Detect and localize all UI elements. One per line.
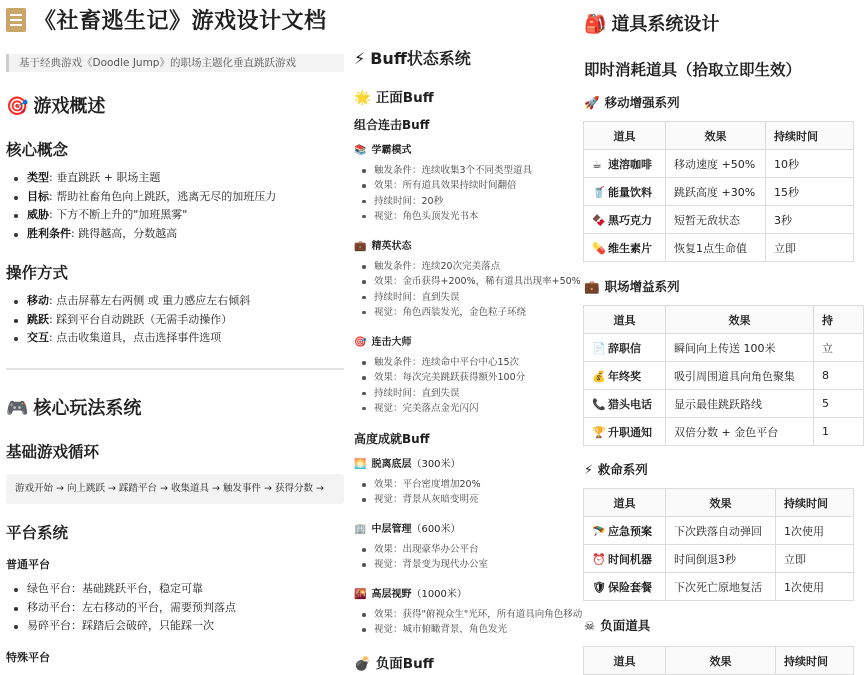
item-name: 应急预案 <box>608 524 652 538</box>
table-row <box>584 362 864 390</box>
item-name-cell <box>584 418 666 446</box>
combo-list <box>354 355 525 416</box>
item-text: : 垂直跳跃 + 职场主题 <box>49 171 161 184</box>
item-name: 速溶咖啡 <box>608 157 652 171</box>
section-overview-heading <box>6 92 105 118</box>
list-item: 视觉：背景从灰暗变明亮 <box>354 492 481 507</box>
table-row <box>584 573 854 601</box>
item-name-cell <box>584 362 666 390</box>
sunrise-icon: 🌅 <box>354 459 367 470</box>
subtitle-quote: 基于经典游戏《Doodle Jump》的职场主题化垂直跳跃游戏 <box>6 54 344 72</box>
target-icon: 🎯 <box>6 96 29 117</box>
skull-icon: ☠ <box>584 618 596 633</box>
table-row <box>584 150 854 178</box>
table-row <box>584 390 864 418</box>
table-header-row <box>584 306 864 334</box>
item-effect: 跳跃高度 +30% <box>666 178 766 206</box>
height-extra: （300米） <box>411 459 461 470</box>
item-name: 升职通知 <box>608 425 652 439</box>
negative-items-table <box>583 646 854 675</box>
divider <box>6 368 344 370</box>
rescue-series-text: 救命系列 <box>597 462 648 477</box>
height-heading <box>354 520 461 535</box>
list-item <box>6 329 250 348</box>
section-buff-text: Buff状态系统 <box>370 49 471 68</box>
section-items-heading <box>584 10 719 36</box>
item-effect: 恢复1点生命值 <box>666 234 766 262</box>
negative-items-heading <box>584 616 650 634</box>
move-series-text: 移动增强系列 <box>604 95 680 110</box>
item-name: 猎头电话 <box>608 397 652 411</box>
item-text: : 下方不断上升的"加班黑雾" <box>49 208 188 221</box>
item-effect: 移动速度 +50% <box>666 150 766 178</box>
item-effect: 瞬间向上传送 100米 <box>666 334 814 362</box>
height-name: 脱离底层 <box>371 459 412 470</box>
shield-icon: 🛡 <box>592 580 606 594</box>
list-item: 视觉：角色西装发光，金色粒子环绕 <box>354 305 581 320</box>
height-name: 高层视野 <box>371 589 412 600</box>
list-item <box>6 206 276 225</box>
item-name-cell <box>584 206 666 234</box>
height-name: 中层管理 <box>371 524 412 535</box>
column-header: 持续时间 <box>776 489 854 517</box>
item-effect: 短暂无敌状态 <box>666 206 766 234</box>
combo-buff-heading: 组合连击Buff <box>354 118 430 132</box>
item-duration: 1次使用 <box>776 573 854 601</box>
list-item: 视觉：背景变为现代办公室 <box>354 557 488 572</box>
item-duration: 1 <box>814 418 864 446</box>
section-gameplay-text: 核心玩法系统 <box>33 398 142 419</box>
item-duration: 8 <box>814 362 864 390</box>
city-icon: 🌇 <box>354 589 367 600</box>
table-row <box>584 545 854 573</box>
list-item <box>6 225 276 244</box>
list-item: 效果：每次完美跳跃获得额外100分 <box>354 370 525 385</box>
height-extra: （1000米） <box>411 589 467 600</box>
item-label: 胜利条件 <box>27 226 71 240</box>
height-buff-heading: 高度成就Buff <box>354 432 430 446</box>
platform-heading: 平台系统 <box>6 524 69 542</box>
item-label: 跳跃 <box>27 312 49 326</box>
negative-items-text: 负面道具 <box>600 618 651 633</box>
table-row <box>584 517 854 545</box>
combo-name: 连击大师 <box>371 337 412 348</box>
item-text: : 帮助社畜角色向上跳跃，逃离无尽的加班压力 <box>49 189 277 203</box>
instant-items-heading: 即时消耗道具（拾取立即生效） <box>584 61 802 79</box>
item-duration: 5 <box>814 390 864 418</box>
normal-platform-heading: 普通平台 <box>6 558 50 571</box>
item-text: : 点击收集道具，点击选择事件选项 <box>49 331 222 344</box>
item-name-cell <box>584 234 666 262</box>
item-name-cell <box>584 334 666 362</box>
gamepad-icon: 🎮 <box>6 398 29 419</box>
table-header-row <box>584 122 854 150</box>
item-name-cell <box>584 390 666 418</box>
list-item <box>6 169 276 188</box>
item-duration: 10秒 <box>766 150 854 178</box>
negative-buff-heading <box>354 652 434 672</box>
item-name: 黑巧克力 <box>608 213 652 227</box>
item-name-cell <box>584 150 666 178</box>
phone-icon: 📞 <box>592 397 606 411</box>
concept-heading: 核心概念 <box>6 141 69 159</box>
list-item: 触发条件：连续20次完美落点 <box>354 259 581 274</box>
height-list <box>354 477 481 508</box>
item-name: 能量饮料 <box>608 185 652 199</box>
alarm-clock-icon: ⏰ <box>592 552 606 566</box>
loop-heading: 基础游戏循环 <box>6 443 100 461</box>
column-header: 效果 <box>666 647 776 675</box>
section-items-text: 道具系统设计 <box>611 14 720 35</box>
item-name: 保险套餐 <box>608 580 652 594</box>
combo-heading <box>354 237 411 252</box>
table-row <box>584 418 864 446</box>
item-text: : 跳得越高，分数越高 <box>71 226 178 240</box>
list-item: 视觉：完美落点金光闪闪 <box>354 401 525 416</box>
list-item: 效果：金币获得+200%，稀有道具出现率+50% <box>354 274 581 289</box>
item-label: 威胁 <box>27 208 49 221</box>
height-heading <box>354 455 461 470</box>
column-header: 持续时间 <box>766 122 854 150</box>
combo-name: 学霸模式 <box>371 145 412 156</box>
item-label: 交互 <box>27 331 49 344</box>
positive-buff-heading <box>354 86 434 106</box>
list-item: 触发条件：连续命中平台中心15次 <box>354 355 525 370</box>
special-platform-heading: 特殊平台 <box>6 651 50 664</box>
list-item: 持续时间：直到失误 <box>354 290 581 305</box>
combo-heading <box>354 141 411 156</box>
item-name: 年终奖 <box>608 369 641 383</box>
column-header: 效果 <box>666 306 814 334</box>
item-label: 移动 <box>27 294 49 307</box>
rescue-series-heading <box>584 460 648 478</box>
column-header: 持续时间 <box>776 647 854 675</box>
table-row <box>584 178 854 206</box>
item-duration: 立 <box>814 334 864 362</box>
height-list <box>354 607 582 638</box>
clipboard-icon <box>6 8 26 32</box>
move-series-heading <box>584 93 680 111</box>
item-name: 时间机器 <box>608 552 652 566</box>
column-right <box>578 0 833 668</box>
sparkle-icon: 🌟 <box>354 90 371 106</box>
table-row <box>584 334 864 362</box>
positive-buff-text: 正面Buff <box>375 90 434 106</box>
backpack-icon: 🎒 <box>584 14 607 35</box>
column-middle <box>352 0 583 672</box>
list-item: 触发条件：连续收集3个不同类型道具 <box>354 163 532 178</box>
list-item: 视觉：城市俯瞰背景，角色发光 <box>354 622 582 637</box>
document-icon: 📄 <box>592 341 606 355</box>
height-heading <box>354 585 467 600</box>
pill-icon: 💊 <box>592 241 606 255</box>
concept-list <box>6 169 276 243</box>
list-item <box>6 188 276 207</box>
item-name-cell <box>584 573 666 601</box>
item-label: 类型 <box>27 171 49 184</box>
parachute-icon: 🪂 <box>592 524 606 538</box>
item-duration: 1次使用 <box>776 517 854 545</box>
item-text: : 点击屏幕左右两侧 或 重力感应左右倾斜 <box>49 294 251 307</box>
column-header: 效果 <box>666 122 766 150</box>
item-duration: 3秒 <box>766 206 854 234</box>
list-item: 绿色平台：基础跳跃平台，稳定可靠 <box>6 580 236 599</box>
list-item: 易碎平台：踩踏后会破碎，只能踩一次 <box>6 617 236 636</box>
page-title <box>6 4 327 35</box>
list-item: 持续时间：直到失误 <box>354 386 525 401</box>
table-row <box>584 206 854 234</box>
item-duration: 15秒 <box>766 178 854 206</box>
table-header-row <box>584 647 854 675</box>
list-item: 视觉：角色头顶发光书本 <box>354 209 532 224</box>
career-series-heading <box>584 277 680 295</box>
item-effect: 吸引周围道具向角色聚集 <box>666 362 814 390</box>
column-header: 道具 <box>584 306 666 334</box>
list-item: 效果：获得"俯视众生"光环，所有道具向角色移动 <box>354 607 582 622</box>
list-item: 效果：所有道具效果持续时间翻倍 <box>354 178 532 193</box>
coffee-icon: ☕ <box>592 157 602 171</box>
height-extra: （600米） <box>411 524 461 535</box>
energy-drink-icon: 🥤 <box>592 185 606 199</box>
item-duration: 立即 <box>766 234 854 262</box>
item-name-cell <box>584 178 666 206</box>
section-gameplay-heading <box>6 394 141 420</box>
column-header: 道具 <box>584 489 666 517</box>
normal-platform-list <box>6 580 236 636</box>
table-header-row <box>584 489 854 517</box>
item-name: 维生素片 <box>608 241 652 255</box>
page-title-text: 《社畜逃生记》游戏设计文档 <box>34 9 327 34</box>
item-effect: 双倍分数 + 金色平台 <box>666 418 814 446</box>
bomb-icon: 💣 <box>354 656 371 672</box>
money-bag-icon: 💰 <box>592 369 606 383</box>
list-item <box>6 292 250 311</box>
list-item: 移动平台：左右移动的平台，需要预判落点 <box>6 599 236 618</box>
books-icon: 📚 <box>354 145 367 156</box>
controls-heading: 操作方式 <box>6 264 69 282</box>
item-effect: 下次跌落自动弹回 <box>666 517 776 545</box>
lightning-icon: ⚡ <box>584 462 593 477</box>
lightning-icon: ⚡ <box>354 49 366 68</box>
office-building-icon: 🏢 <box>354 524 367 535</box>
column-header: 效果 <box>666 489 776 517</box>
combo-list <box>354 163 532 224</box>
table-row <box>584 234 854 262</box>
combo-name: 精英状态 <box>371 241 412 252</box>
list-item: 效果：平台密度增加20% <box>354 477 481 492</box>
item-name: 辞职信 <box>608 341 641 355</box>
item-effect: 显示最佳跳跃路线 <box>666 390 814 418</box>
item-name-cell <box>584 545 666 573</box>
controls-list <box>6 292 250 348</box>
item-label: 目标 <box>27 189 49 203</box>
item-effect: 时间倒退3秒 <box>666 545 776 573</box>
item-duration: 立即 <box>776 545 854 573</box>
list-item: 持续时间：20秒 <box>354 194 532 209</box>
column-header: 道具 <box>584 647 666 675</box>
rescue-items-table <box>583 488 854 601</box>
height-list <box>354 542 488 573</box>
career-items-table <box>583 305 864 446</box>
combo-heading <box>354 333 411 348</box>
chocolate-icon: 🍫 <box>592 213 606 227</box>
section-buff-heading <box>354 46 471 69</box>
column-header: 持 <box>814 306 864 334</box>
column-header: 道具 <box>584 122 666 150</box>
section-overview-text: 游戏概述 <box>33 96 106 117</box>
loop-code-block: 游戏开始 → 向上跳跃 → 踩踏平台 → 收集道具 → 触发事件 → 获得分数 → <box>6 474 344 504</box>
item-name-cell <box>584 517 666 545</box>
briefcase-icon: 💼 <box>354 241 367 252</box>
career-series-text: 职场增益系列 <box>604 279 680 294</box>
rocket-icon: 🚀 <box>584 95 600 110</box>
briefcase-icon: 💼 <box>584 279 600 294</box>
list-item: 效果：出现豪华办公平台 <box>354 542 488 557</box>
trophy-icon: 🏆 <box>592 425 606 439</box>
target-icon: 🎯 <box>354 337 367 348</box>
list-item <box>6 311 250 330</box>
move-items-table <box>583 121 854 262</box>
item-text: : 踩到平台自动跳跃（无需手动操作） <box>49 312 233 326</box>
combo-list <box>354 259 581 320</box>
item-effect: 下次死亡原地复活 <box>666 573 776 601</box>
negative-buff-text: 负面Buff <box>375 656 434 672</box>
